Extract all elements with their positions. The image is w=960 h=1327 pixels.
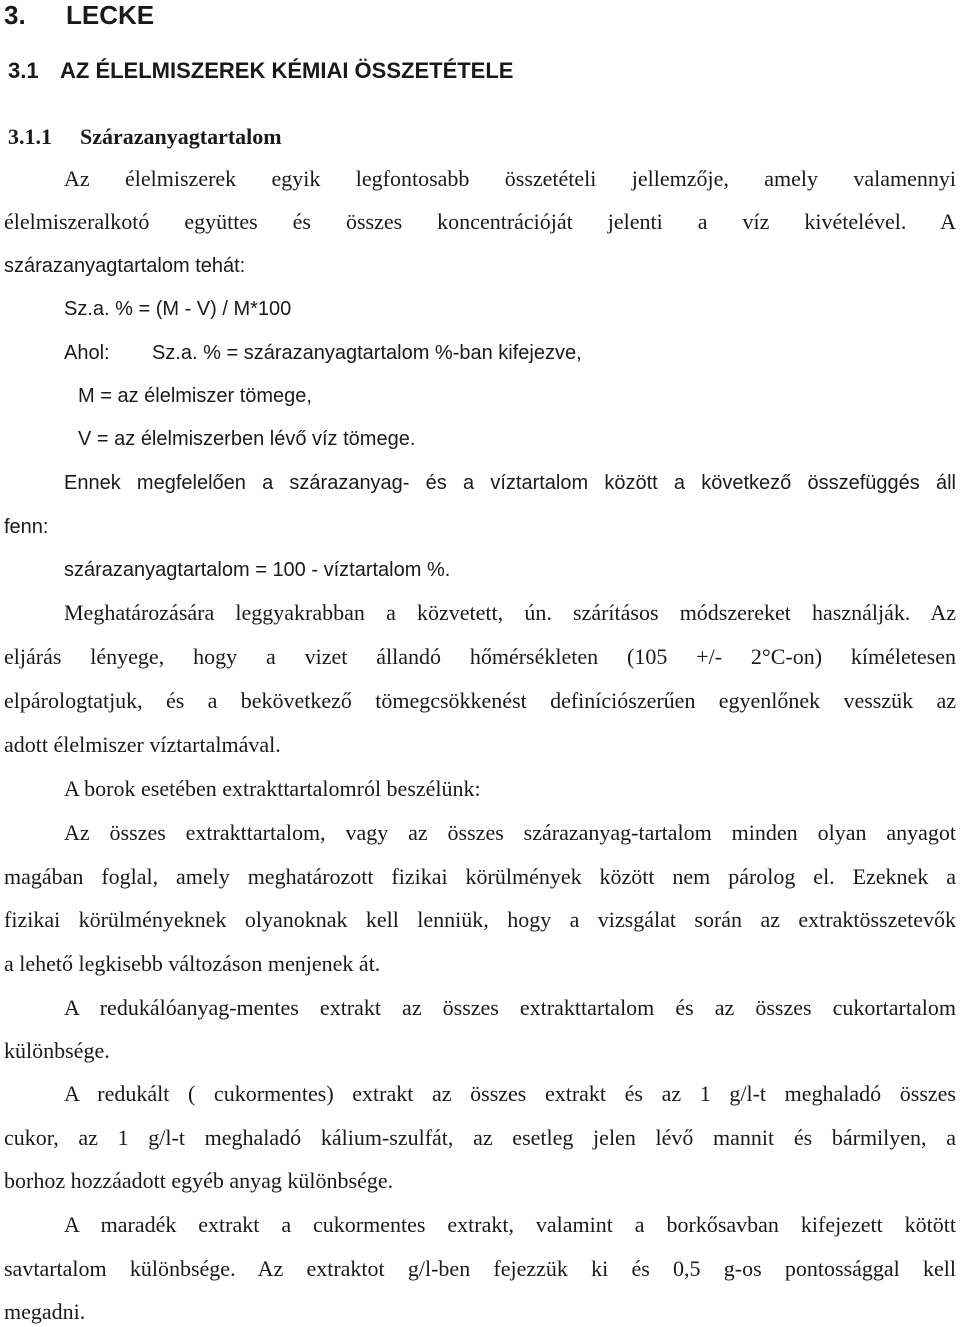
paragraph-line: A maradék extrakt a cukormentes extrakt, valamint a borkősavban kifejezett kötött	[64, 1212, 956, 1237]
paragraph-line: különbsége.	[4, 1038, 110, 1063]
where-label: Ahol:	[64, 342, 110, 364]
paragraph-line: A redukálóanyag-mentes extrakt az összes extrakttartalom és az összes cukortartalom	[64, 995, 956, 1020]
paragraph-line: cukor, az 1 g/l-t meghaladó kálium-szulfát, az esetleg jelen lévő mannit és bármilyen, a	[4, 1125, 956, 1150]
formula-relation: szárazanyagtartalom = 100 - víztartalom %.	[64, 559, 451, 581]
paragraph-line: Az összes extrakttartalom, vagy az összes szárazanyag-tartalom minden olyan anyagot	[64, 820, 956, 845]
paragraph-line: Meghatározására leggyakrabban a közvetett, ún. szárításos módszereket használják. Az	[64, 600, 956, 625]
paragraph-line: savtartalom különbsége. Az extraktot g/l-ben fejezzük ki és 0,5 g-os pontossággal kell	[4, 1256, 956, 1281]
chapter-number: 3.	[4, 0, 26, 30]
formula-dry-matter: Sz.a. % = (M - V) / M*100	[64, 298, 292, 320]
subsection-number: 3.1.1	[8, 124, 52, 149]
section-heading	[8, 56, 960, 86]
paragraph-line: szárazanyagtartalom tehát:	[4, 255, 246, 277]
chapter-heading	[4, 0, 956, 30]
paragraph-line: magában foglal, amely meghatározott fizikai körülmények között nem párolog el. Ezeknek a	[4, 864, 956, 889]
subsection-title: Szárazanyagtartalom	[80, 124, 282, 149]
paragraph-line: Az élelmiszerek egyik legfontosabb összetételi jellemzője, amely valamennyi	[64, 166, 956, 191]
section-title: AZ ÉLELMISZEREK KÉMIAI ÖSSZETÉTELE	[60, 58, 514, 83]
where-definition: V = az élelmiszerben lévő víz tömege.	[78, 428, 416, 450]
chapter-title: LECKE	[66, 0, 155, 30]
paragraph-line: A redukált ( cukormentes) extrakt az összes extrakt és az 1 g/l-t meghaladó összes	[64, 1081, 956, 1106]
paragraph-line: a lehető legkisebb változáson menjenek át.	[4, 951, 381, 976]
paragraph-line: fizikai körülményeknek olyanoknak kell lenniük, hogy a vizsgálat során az extraktösszetevők	[4, 907, 956, 932]
paragraph-line: elpárologtatjuk, és a bekövetkező tömegcsökkenést definíciószerűen egyenlőnek vesszük az	[4, 688, 956, 713]
paragraph-line: borhoz hozzáadott egyéb anyag különbsége.	[4, 1168, 394, 1193]
paragraph-line: megadni.	[4, 1299, 86, 1324]
where-definition: M = az élelmiszer tömege,	[78, 385, 312, 407]
subsection-heading	[8, 122, 960, 152]
where-definition: Sz.a. % = szárazanyagtartalom %-ban kifejezve,	[152, 342, 582, 364]
paragraph-line: Ennek megfelelően a szárazanyag- és a víztartalom között a következő összefüggés áll	[64, 472, 956, 494]
paragraph-line: fenn:	[4, 516, 49, 538]
paragraph-line: adott élelmiszer víztartalmával.	[4, 732, 281, 757]
paragraph-line: élelmiszeralkotó együttes és összes koncentrációját jelenti a víz kivételével. A	[4, 209, 956, 234]
paragraph-line: eljárás lényege, hogy a vizet állandó hőmérsékleten (105 +/- 2°C-on) kíméletesen	[4, 644, 956, 669]
paragraph-line: A borok esetében extrakttartalomról beszélünk:	[64, 776, 481, 801]
section-number: 3.1	[8, 58, 39, 83]
